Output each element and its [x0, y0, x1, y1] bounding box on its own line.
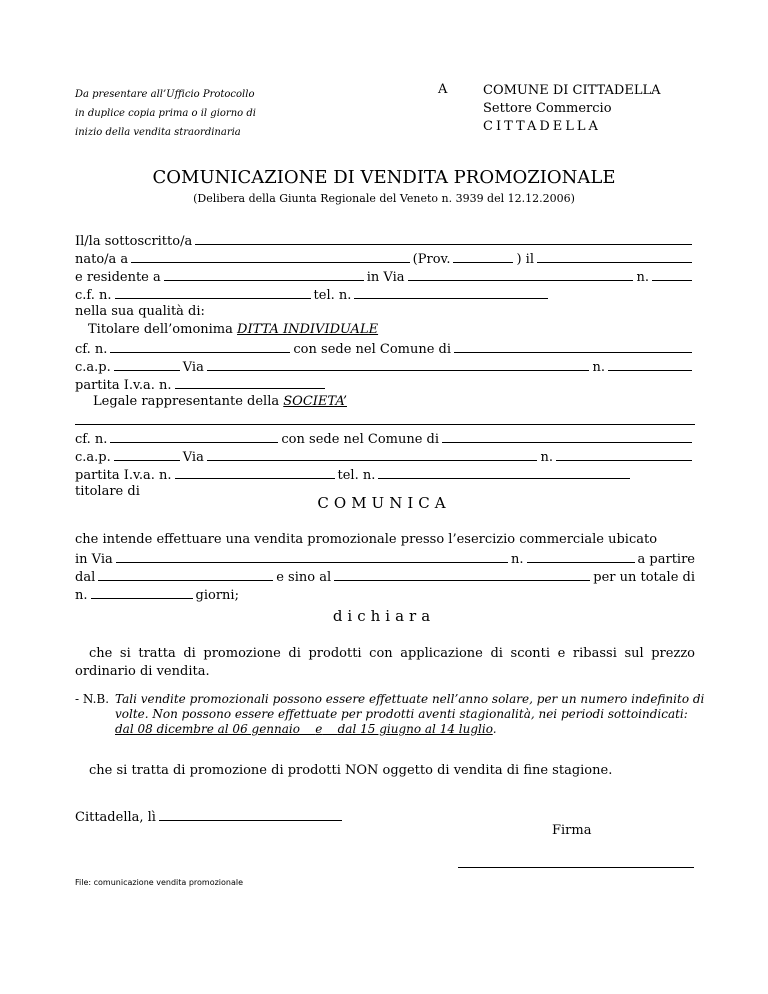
form-row — [75, 430, 695, 448]
end-date-field[interactable] — [334, 568, 590, 581]
nb-periods: dal 08 dicembre al 06 gennaio e dal 15 giugno al 14 luglio. — [115, 722, 497, 736]
field-label: nella sua qualità di: — [75, 304, 205, 319]
form-row — [75, 466, 695, 484]
addressee-letter: A — [438, 82, 448, 97]
nb-text: volte. Non possono essere effettuate per prodotti aventi stagionalità, nei periodi sottoindicati: — [115, 707, 688, 721]
form-row — [75, 550, 695, 568]
company2-street-field[interactable] — [207, 448, 538, 461]
shop-number-field[interactable] — [527, 550, 635, 563]
form-row — [75, 394, 695, 412]
street-number-field[interactable] — [652, 268, 692, 281]
nb-note — [75, 692, 705, 737]
start-date-field[interactable] — [98, 568, 273, 581]
field-label: giorni; — [195, 588, 239, 603]
company-street-field[interactable] — [207, 358, 590, 371]
form-row — [75, 376, 695, 394]
company-municipality-field[interactable] — [454, 340, 692, 353]
company-name-field[interactable] — [75, 412, 695, 425]
body-text: che intende effettuare una vendita promozionale presso l’esercizio commerciale ubicato — [75, 532, 658, 547]
company-label: SOCIETA’ — [283, 394, 347, 409]
field-label: Legale rappresentante della — [93, 394, 280, 409]
form-row — [75, 412, 695, 430]
field-label: cf. n. — [75, 342, 108, 357]
document-title: COMUNICAZIONE DI VENDITA PROMOZIONALE — [152, 167, 616, 188]
field-label: tel. n. — [337, 468, 376, 483]
form-row — [75, 568, 695, 586]
field-label: (Prov. — [412, 252, 451, 267]
field-label: n. — [75, 588, 88, 603]
field-label: tel. n. — [313, 288, 352, 303]
field-label: e residente a — [75, 270, 161, 285]
zip-field[interactable] — [114, 358, 180, 371]
comunica-section — [75, 532, 695, 604]
days-field[interactable] — [91, 586, 193, 599]
company2-municipality-field[interactable] — [442, 430, 692, 443]
form-row — [75, 304, 695, 322]
field-label: n. — [511, 552, 524, 567]
field-label: dal — [75, 570, 96, 585]
company2-zip-field[interactable] — [114, 448, 180, 461]
field-label: con sede nel Comune di — [281, 432, 440, 447]
signature-label: Firma — [552, 823, 592, 838]
company-street-number-field[interactable] — [608, 358, 692, 371]
field-label: Via — [182, 450, 204, 465]
field-label: partita I.v.a. n. — [75, 378, 172, 393]
nb-text: Tali vendite promozionali possono essere effettuate nell’anno solare, per un numero indefinito di — [115, 692, 705, 706]
field-label: con sede nel Comune di — [293, 342, 452, 357]
field-label: Via — [182, 360, 204, 375]
applicant-form — [75, 232, 695, 502]
period-summer: dal 15 giugno al 14 luglio — [337, 722, 493, 736]
birthdate-field[interactable] — [537, 250, 692, 263]
company2-street-number-field[interactable] — [556, 448, 692, 461]
field-label: c.a.p. — [75, 450, 111, 465]
field-label: Il/la sottoscritto/a — [75, 234, 193, 249]
company-tax-code-field[interactable] — [110, 340, 290, 353]
field-label: n. — [636, 270, 649, 285]
field-label: cf. n. — [75, 432, 108, 447]
tax-code-field[interactable] — [115, 286, 311, 299]
sole-proprietorship-label: DITTA INDIVIDUALE — [237, 322, 379, 337]
company2-phone-field[interactable] — [378, 466, 630, 479]
recipient-line: COMUNE DI CITTADELLA — [483, 83, 661, 98]
form-row — [75, 532, 695, 550]
form-row — [75, 250, 695, 268]
submission-note — [75, 85, 256, 142]
nb-label: - N.B. — [75, 692, 110, 706]
period-winter: dal 08 dicembre al 06 gennaio — [115, 722, 300, 736]
company2-tax-code-field[interactable] — [110, 430, 278, 443]
field-label: in Via — [75, 552, 113, 567]
form-row — [75, 232, 695, 250]
field-label: in Via — [366, 270, 405, 285]
submission-note-line: in duplice copia prima o il giorno di — [75, 108, 256, 119]
file-name: File: comunicazione vendita promozionale — [75, 878, 244, 887]
form-row — [75, 586, 695, 604]
form-row — [75, 358, 695, 376]
declaration-paragraph-1: che si tratta di promozione di prodotti con applicazione di sconti e ribassi sul prezzo ordinario di vendita. — [75, 646, 695, 679]
field-label: Titolare dell’omonima — [88, 322, 233, 337]
recipient-city: CITTADELLA — [483, 119, 601, 134]
street-field[interactable] — [408, 268, 634, 281]
dichiara-heading: dichiara — [332, 607, 436, 625]
phone-field[interactable] — [354, 286, 548, 299]
declaration-paragraph-2: che si tratta di promozione di prodotti NON oggetto di vendita di fine stagione. — [89, 763, 613, 778]
province-field[interactable] — [453, 250, 513, 263]
shop-street-field[interactable] — [116, 550, 508, 563]
residence-field[interactable] — [164, 268, 364, 281]
document-subtitle: (Delibera della Giunta Regionale del Veneto n. 3939 del 12.12.2006) — [193, 192, 575, 205]
comunica-heading: COMUNICA — [317, 494, 451, 512]
date-field[interactable] — [159, 808, 342, 821]
name-field[interactable] — [195, 232, 692, 245]
field-label: per un totale di — [593, 570, 695, 585]
field-label: a partire — [637, 552, 695, 567]
signature-field[interactable] — [458, 866, 694, 868]
submission-note-line: Da presentare all’Ufficio Protocollo — [75, 89, 255, 100]
place-date-row — [75, 808, 345, 826]
field-label: nato/a a — [75, 252, 129, 267]
recipient-line: Settore Commercio — [483, 101, 612, 116]
field-label: c.f. n. — [75, 288, 112, 303]
form-row — [75, 268, 695, 286]
company2-vat-field[interactable] — [175, 466, 335, 479]
field-label: ) il — [516, 252, 534, 267]
birthplace-field[interactable] — [131, 250, 409, 263]
form-row — [75, 286, 695, 304]
form-row — [75, 322, 695, 340]
form-row — [75, 448, 695, 466]
period-conjunction: e — [315, 722, 323, 736]
vat-field[interactable] — [175, 376, 325, 389]
field-label: e sino al — [276, 570, 332, 585]
form-row — [75, 340, 695, 358]
submission-note-line: inizio della vendita straordinaria — [75, 127, 241, 138]
field-label: n. — [540, 450, 553, 465]
field-label: titolare di — [75, 484, 140, 499]
field-label: partita I.v.a. n. — [75, 468, 172, 483]
recipient-address — [483, 82, 660, 136]
field-label: n. — [592, 360, 605, 375]
place-label: Cittadella, lì — [75, 810, 156, 825]
field-label: c.a.p. — [75, 360, 111, 375]
